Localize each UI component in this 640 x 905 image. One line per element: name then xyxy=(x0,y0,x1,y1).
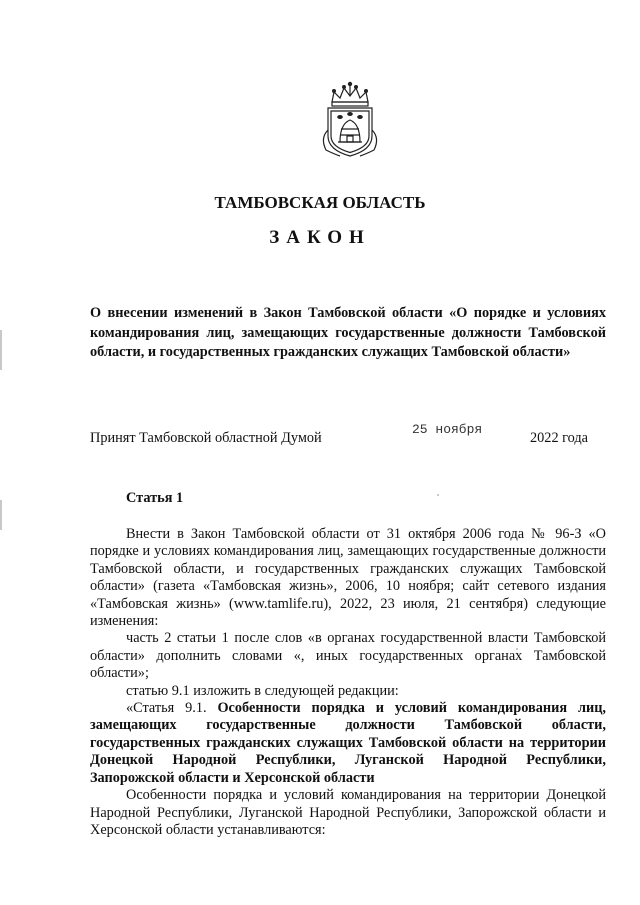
document-type: ЗАКОН xyxy=(269,227,371,248)
new-article-title: Особенности порядка и условий командирования лиц, замещающих государственные должности Тамбовской области, государственных гражданских служащих Тамбовской области на территории Донецкой Народной Республики, Луганской Народной Республики, Запорожской области и Херсонской области xyxy=(90,700,607,786)
scan-speck xyxy=(437,494,439,496)
region-name: ТАМБОВСКАЯ ОБЛАСТЬ xyxy=(214,193,426,212)
adoption-year: 2022 года xyxy=(530,430,589,446)
coat-of-arms-emblem xyxy=(318,80,382,160)
adoption-label: Принят Тамбовской областной Думой xyxy=(90,430,322,446)
law-title: О внесении изменений в Закон Тамбовской области «О порядке и условиях командирования лиц, замещающих государственные должности Тамбовской области, и государственных гражданских служащих Тамбовской области» xyxy=(90,305,606,360)
article-item-1: часть 2 статьи 1 после слов «в органах государственной власти Тамбовской области» дополнить словами «, иных государственных органах Тамбовской области»; xyxy=(90,630,606,682)
adoption-day-stamp: 25 ноября xyxy=(412,422,483,437)
new-article-prefix: «Статья 9.1. xyxy=(126,700,207,717)
article-item-2: статью 9.1 изложить в следующей редакции: xyxy=(126,682,399,699)
article-body xyxy=(90,526,606,839)
scan-edge-mark xyxy=(0,330,2,370)
new-article-text: Особенности порядка и условий командирования на территории Донецкой Народной Республики, Луганской Народной Республики, Запорожской области и Херсонской области устанавливаются: xyxy=(90,787,606,838)
article-intro: Внести в Закон Тамбовской области от 31 октября 2006 года № 96-З «О порядке и условиях командирования лиц, замещающих государственные должности Тамбовской области, и государственных гражданских служащих Тамбовской области» (газета «Тамбовская жизнь», 2006, 10 ноября; сайт сетевого издания «Тамбовская жизнь» (www.tamlife.ru), 2022, 23 июля, 21 сентября) следующие изменения: xyxy=(90,526,606,630)
new-article-paragraph xyxy=(90,700,606,787)
scan-edge-mark xyxy=(0,500,2,530)
article-heading: Статья 1 xyxy=(126,490,184,506)
